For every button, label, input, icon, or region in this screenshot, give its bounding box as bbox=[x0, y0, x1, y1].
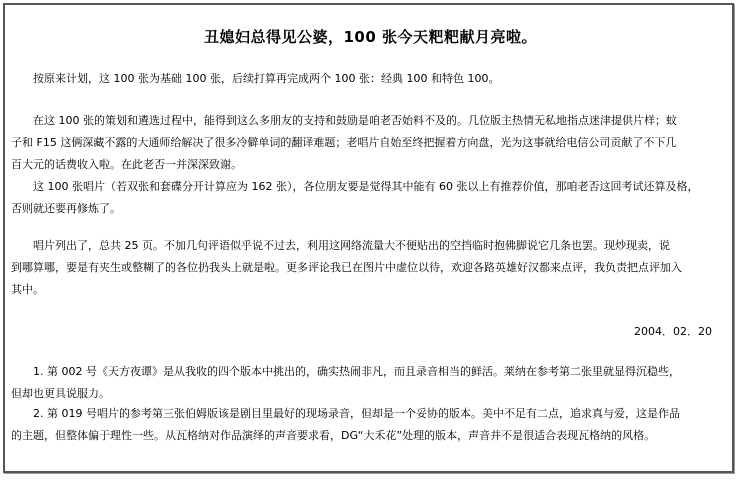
paragraph-evaluation bbox=[11, 176, 727, 220]
date-stamp: 2004．02．20 bbox=[634, 325, 712, 338]
list-item-2 bbox=[11, 403, 727, 447]
text-line: 子和 F15 这俩深藏不露的大通师给解决了很多冷僻单词的翻译难题；老唱片自始至终把握着方向盘，光为这事就给电信公司贡献了不下几 bbox=[11, 136, 677, 149]
text-line: 的主题，但整体偏于理性一些。从瓦格纳对作品演绎的声音要求看，DG“大禾花”处理的版本，声音并不是很适合表现瓦格纳的风格。 bbox=[11, 429, 656, 442]
list-item-1 bbox=[11, 361, 727, 405]
text-line: 到哪算哪，要是有夹生或整糊了的各位扔我头上就是啦。更多评论我已在图片中虚位以待，欢迎各路英雄好汉都来点评，我负责把点评加入 bbox=[11, 261, 682, 274]
text-line: 唱片列出了，总共 25 页。不加几句评语似乎说不过去，利用这网络流量大不便贴出的空挡临时抱佛脚说它几条也罢。现炒现卖，说 bbox=[11, 239, 670, 252]
text-line: 2. 第 019 号唱片的参考第三张伯姆版该是剧目里最好的现场录音，但却是一个妥协的版本。美中不足有二点，追求真与爱，这是作品 bbox=[11, 407, 680, 420]
text-line: 但却也更具说服力。 bbox=[11, 387, 110, 400]
text-line: 其中。 bbox=[11, 283, 44, 296]
paragraph-plan bbox=[11, 68, 727, 90]
page-title: 丑媳妇总得见公婆，100 张今天粑粑献月亮啦。 bbox=[203, 28, 538, 46]
text-line: 按原来计划，这 100 张为基础 100 张，后续打算再完成两个 100 张：经典 100 和特色 100。 bbox=[11, 72, 500, 85]
text-line: 否则就还要再修炼了。 bbox=[11, 202, 121, 215]
text-line: 百大元的话费收入啦。在此老否一并深深致谢。 bbox=[11, 158, 242, 171]
paragraph-thanks bbox=[11, 110, 727, 176]
text-line: 1. 第 002 号《天方夜谭》是从我收的四个版本中挑出的，确实热闹非凡，而且录音相当的鲜活。莱纳在参考第二张里就显得沉稳些， bbox=[11, 365, 680, 378]
paragraph-comments bbox=[11, 235, 727, 301]
text-line: 在这 100 张的策划和遴选过程中，能得到这么多朋友的支持和鼓励是咱老否始料不及的。几位版主热情无私地指点迷津提供片样；蚊 bbox=[11, 114, 677, 127]
text-line: 这 100 张唱片（若双张和套碟分开计算应为 162 张），各位朋友要是觉得其中能有 60 张以上有推荐价值，那咱老否这回考试还算及格， bbox=[11, 180, 699, 193]
